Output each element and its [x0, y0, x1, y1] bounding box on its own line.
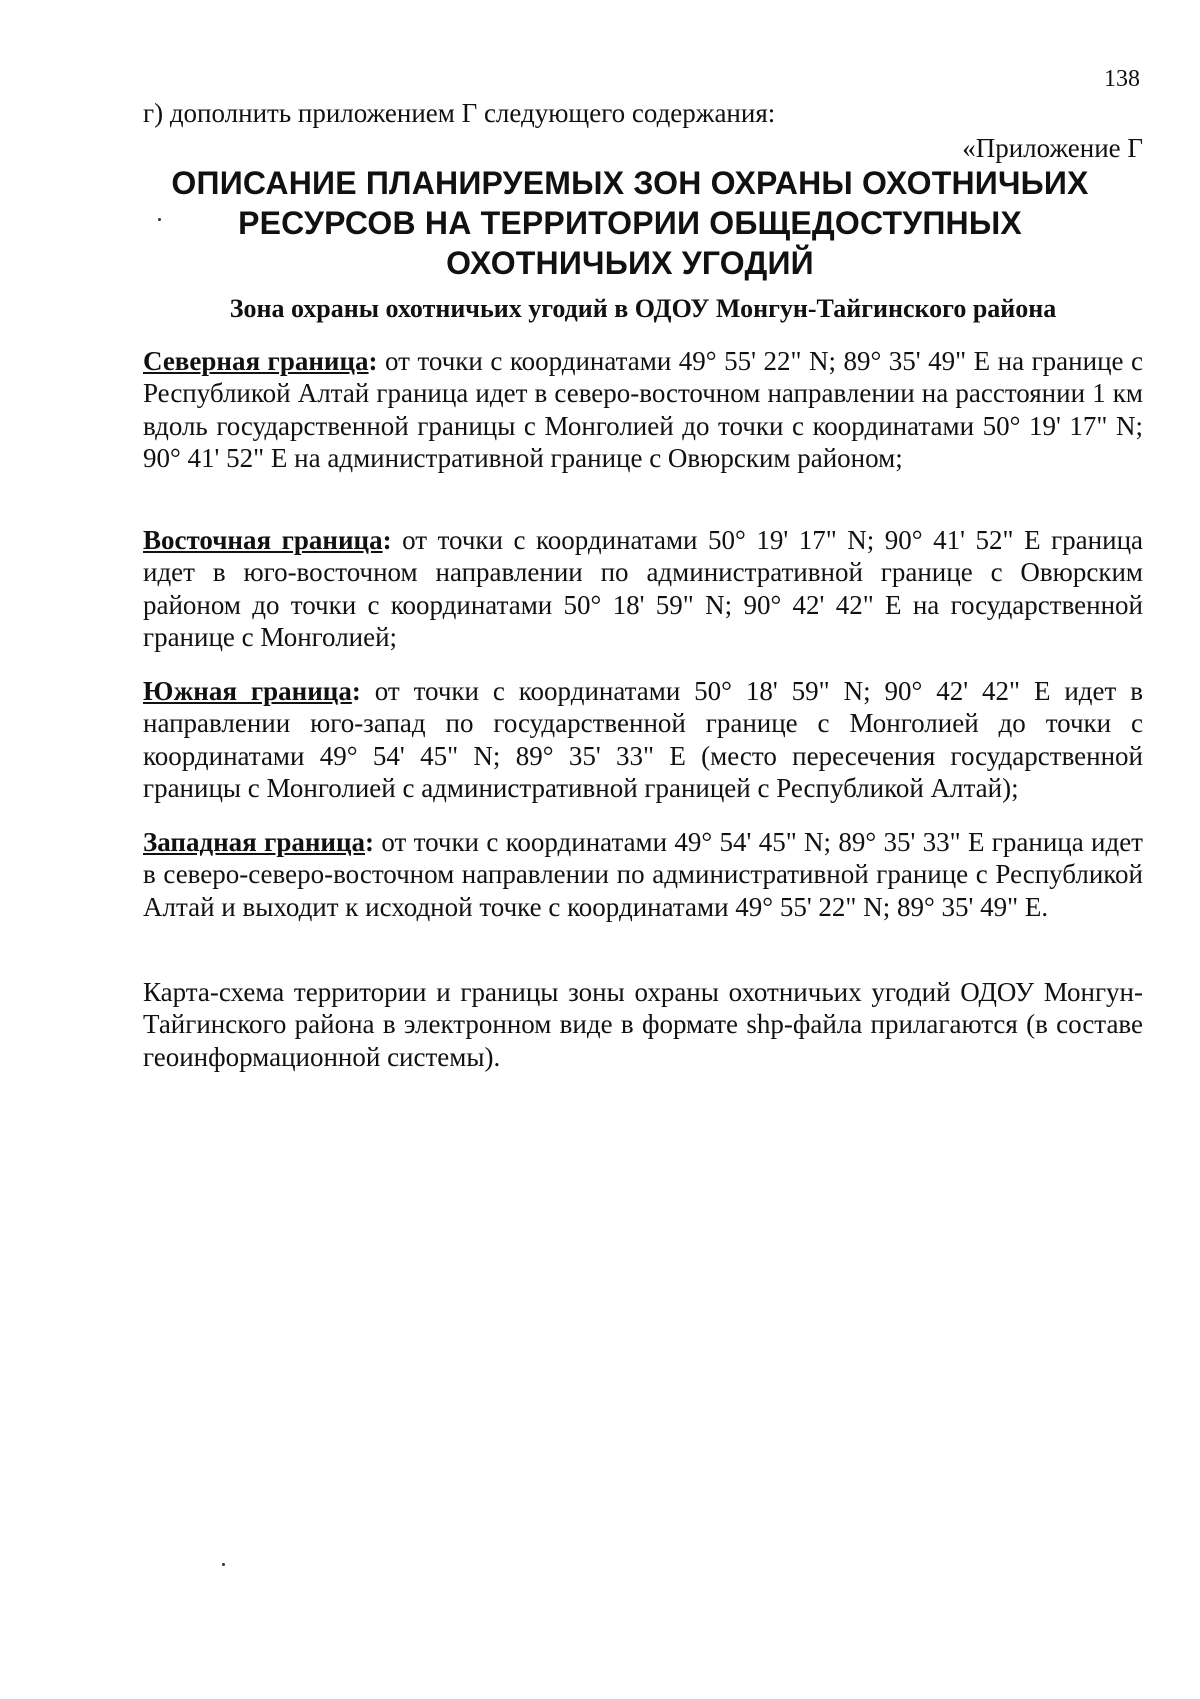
title-line: ОХОТНИЧЬИХ УГОДИЙ: [446, 245, 814, 281]
appendix-label: «Приложение Г: [962, 133, 1143, 163]
zone-subtitle: Зона охраны охотничьих угодий в ОДОУ Монгун-Тайгинского района: [229, 294, 1057, 323]
south-border-section: [143, 675, 1143, 805]
label-colon: :: [368, 346, 386, 376]
south-border-text: от точки с координатами 50° 18' 59" N; 90° 42' 42" E идет в направлении юго-запад по государственной границе с Монголией до точки с координатами 49° 54' 45" N; 89° 35' 33" E (место пересечения государственной границы с Монголией с административной границей с Республикой Алтай);: [143, 676, 1143, 804]
east-border-text: от точки с координатами 50° 19' 17" N; 90° 41' 52" E граница идет в юго-восточном направлении по административной границе с Овюрским районом до точки с координатами 50° 18' 59" N; 90° 42' 42" E на государственной границе с Монголией;: [143, 525, 1143, 653]
north-border-paragraph: [143, 345, 1143, 475]
label-colon: :: [365, 827, 382, 857]
closing-paragraph: Карта-схема территории и границы зоны охраны охотничьих угодий ОДОУ Монгун-Тайгинского района в электронном виде в формате shp-файла прилагаются (в составе геоинформационной системы).: [143, 977, 1143, 1072]
north-border-label: Северная граница: [143, 346, 369, 376]
closing-section: [143, 976, 1143, 1073]
north-border-section: [143, 345, 1143, 475]
title-line: РЕСУРСОВ НА ТЕРРИТОРИИ ОБЩЕДОСТУПНЫХ: [238, 205, 1022, 241]
intro-text: г) дополнить приложением Г следующего содержания:: [143, 98, 776, 128]
title-line: ОПИСАНИЕ ПЛАНИРУЕМЫХ ЗОН ОХРАНЫ ОХОТНИЧЬИХ: [171, 165, 1089, 201]
scan-speck: [158, 218, 161, 221]
west-border-paragraph: [143, 826, 1143, 923]
west-border-label: Западная граница: [143, 827, 366, 857]
label-colon: :: [351, 676, 375, 706]
east-border-paragraph: [143, 524, 1143, 654]
scan-speck: [222, 1563, 225, 1566]
north-border-text: от точки с координатами 49° 55' 22" N; 89° 35' 49" E на границе с Республикой Алтай граница идет в северо-восточном направлении на расстоянии 1 км вдоль государственной границы с Монголией до точки с координатами 50° 19' 17" N; 90° 41' 52" E на административной границе с Овюрским районом;: [143, 346, 1143, 474]
west-border-section: [143, 826, 1143, 923]
west-border-text: от точки с координатами 49° 54' 45" N; 89° 35' 33" E граница идет в северо-северо-восточном направлении по административной границе с Республикой Алтай и выходит к исходной точке с координатами 49° 55' 22" N; 89° 35' 49" E.: [143, 827, 1143, 922]
east-border-label: Восточная граница: [143, 525, 383, 555]
label-colon: :: [382, 525, 403, 555]
south-border-paragraph: [143, 675, 1143, 805]
east-border-section: [143, 524, 1143, 654]
page-number: 138: [1104, 66, 1140, 92]
document-title: [130, 163, 1130, 283]
south-border-label: Южная граница: [143, 676, 352, 706]
